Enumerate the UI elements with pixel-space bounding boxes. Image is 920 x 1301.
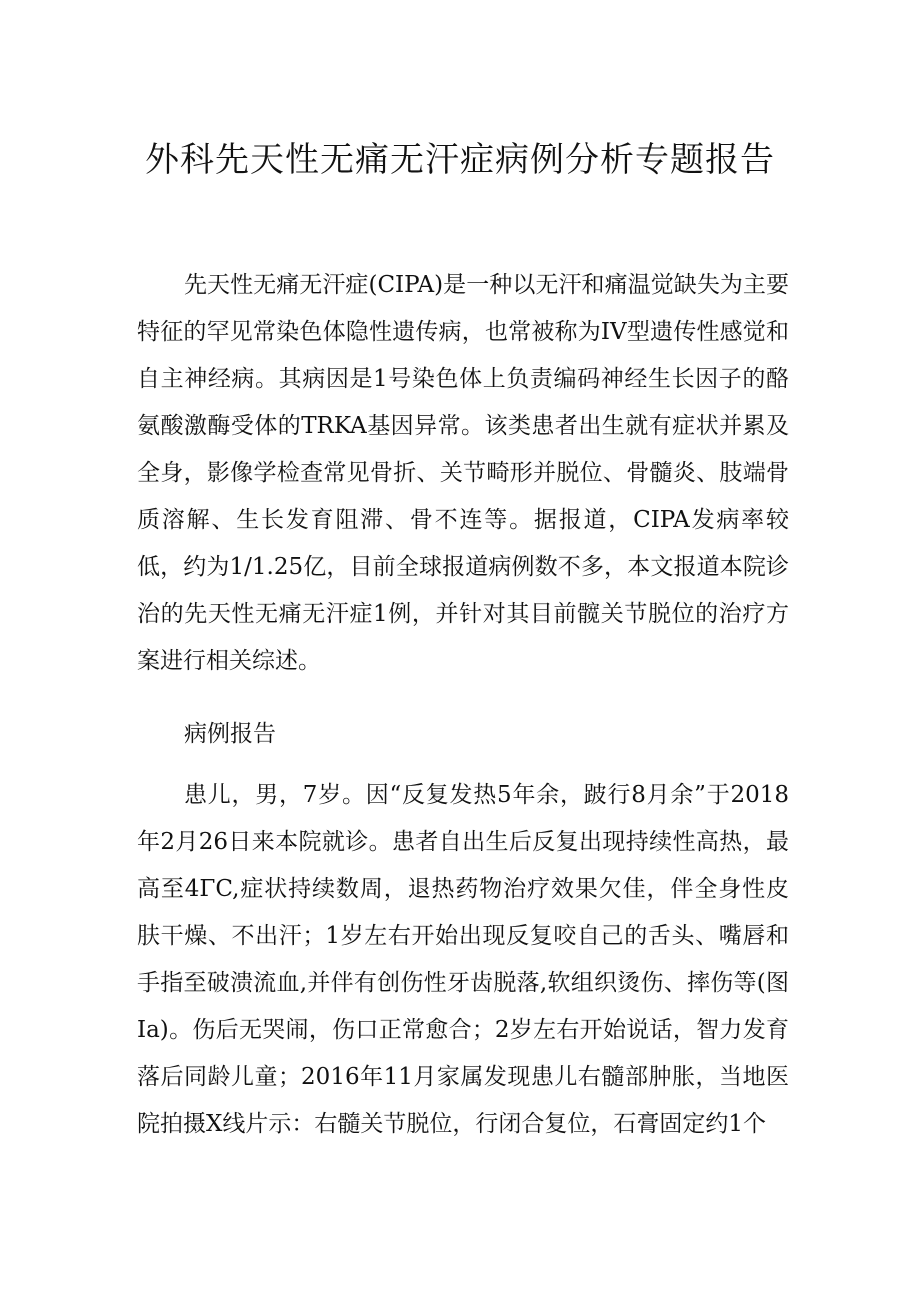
- case-paragraph: 患儿，男，7岁。因“反复发热5年余，跛行8月余”于2018年2月26日来本院就诊。患者自出生后反复出现持续性高热，最高至4ΓC,症状持续数周，退热药物治疗效果欠佳，伴全身性皮肤干燥、不出汗；1岁左右开始出现反复咬自己的舌头、嘴唇和手指至破溃流血,并伴有创伤性牙齿脱落,软组织烫伤、摔伤等(图Ia)。伤后无哭闹，伤口正常愈合；2岁左右开始说话，智力发育落后同龄儿童；2016年11月家属发现患儿右髓部肿胀，当地医院拍摄X线片示：右髓关节脱位，行闭合复位，石膏固定约1个: [137, 782, 789, 1137]
- section-heading: 病例报告: [184, 721, 276, 747]
- document-title: 外科先天性无痛无汗症病例分析专题报告: [145, 140, 775, 180]
- intro-paragraph: 先天性无痛无汗症(CIPA)是一种以无汗和痛温觉缺失为主要特征的罕见常染色体隐性遗传病，也常被称为IV型遗传性感觉和自主神经病。其病因是1号染色体上负责编码神经生长因子的酪氨酸激酶受体的TRKA基因异常。该类患者出生就有症状并累及全身，影像学检查常见骨折、关节畸形并脱位、骨髓炎、肢端骨质溶解、生长发育阻滞、骨不连等。据报道，CIPA发病率较低，约为1/1.25亿，目前全球报道病例数不多，本文报道本院诊治的先天性无痛无汗症1例，并针对其目前髋关节脱位的治疗方案进行相关综述。: [137, 272, 789, 674]
